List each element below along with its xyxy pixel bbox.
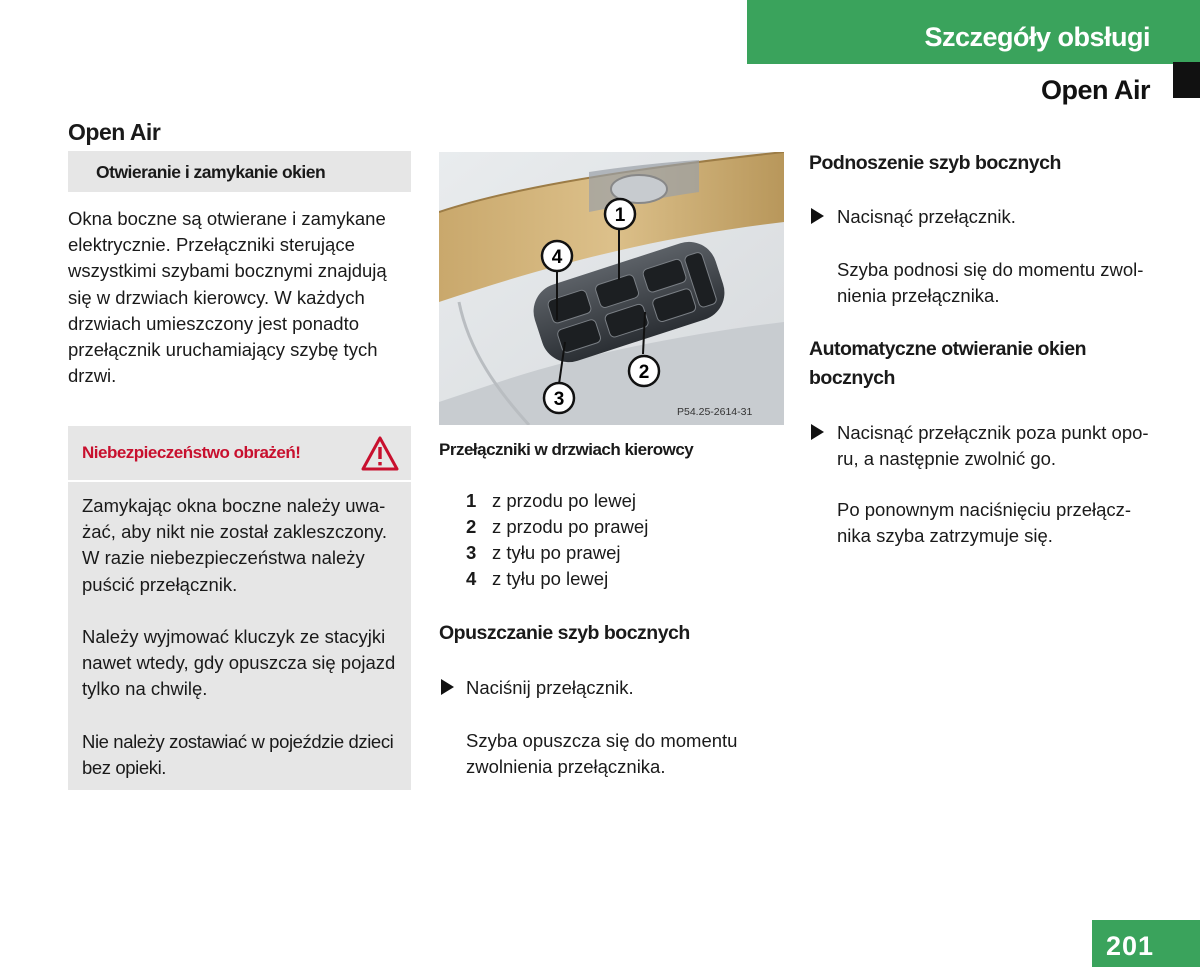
warning-line: żać, aby nikt nie został zakleszczony.	[82, 521, 388, 543]
lowering-note	[466, 728, 737, 780]
legend-item	[466, 490, 636, 512]
note-line: nika szyba zatrzymuje się.	[837, 525, 1053, 547]
chapter-header-bar	[747, 0, 1200, 64]
chapter-title: Szczegóły obsługi	[924, 22, 1150, 52]
warning-line: puścić przełącznik.	[82, 573, 238, 595]
warning-header	[68, 426, 411, 480]
note-line: nienia przełącznika.	[837, 285, 1000, 307]
intro-line: przełącznik uruchamiający szybę tych	[68, 339, 378, 361]
lowering-heading: Opuszczanie szyb bocznych	[439, 622, 690, 644]
figure-caption: Przełączniki w drzwiach kierowcy	[439, 440, 694, 459]
note-line: Po ponownym naciśnięciu przełącz-	[837, 499, 1132, 520]
door-switch-photo	[439, 152, 784, 425]
lowering-step: Naciśnij przełącznik.	[466, 677, 634, 698]
auto-step	[837, 420, 1149, 472]
step-line: ru, a następnie zwolnić go.	[837, 448, 1057, 470]
subheading: Otwieranie i zamykanie okien	[96, 162, 326, 182]
auto-note	[837, 497, 1131, 549]
bullet-arrow-icon	[811, 424, 824, 445]
warning-line: bez opieki.	[82, 757, 167, 779]
page-number: 201	[1106, 931, 1155, 961]
warning-title: Niebezpieczeństwo obrażeń!	[82, 443, 301, 462]
raising-heading: Podnoszenie szyb bocznych	[809, 152, 1061, 174]
heading-line: bocznych	[809, 367, 895, 389]
warning-line: W razie niebezpieczeństwa należy	[82, 547, 365, 569]
intro-line: elektrycznie. Przełączniki sterujące	[68, 234, 355, 256]
subheading-box	[68, 151, 411, 192]
warning-line: nawet wtedy, gdy opuszcza się pojazd	[82, 652, 396, 674]
warning-line: Zamykając okna boczne należy uwa-	[82, 495, 386, 516]
warning-line: tylko na chwilę.	[82, 678, 208, 700]
warning-line: Należy wyjmować kluczyk ze stacyjki	[82, 626, 386, 647]
legend-text: z tyłu po prawej	[492, 542, 621, 563]
legend-text: z tyłu po lewej	[492, 568, 609, 589]
legend-text: z przodu po prawej	[492, 516, 649, 537]
intro-line: Okna boczne są otwierane i zamykane	[68, 208, 386, 229]
warning-triangle-icon	[361, 436, 399, 472]
page-title: Open Air	[68, 119, 161, 145]
warning-paragraph	[82, 729, 404, 781]
note-line: zwolnienia przełącznika.	[466, 756, 666, 778]
warning-line: Nie należy zostawiać w pojeździe dzieci	[82, 731, 394, 752]
legend-number: 4	[466, 568, 477, 589]
step-line: Nacisnąć przełącznik poza punkt opo-	[837, 422, 1149, 443]
legend-text: z przodu po lewej	[492, 490, 636, 511]
note-line: Szyba opuszcza się do momentu	[466, 730, 738, 751]
intro-line: wszystkimi szybami bocznymi znajdują	[68, 260, 387, 282]
intro-line: drzwi.	[68, 365, 117, 387]
callout-4: 4	[551, 247, 563, 268]
warning-divider	[68, 480, 411, 482]
legend-item	[466, 516, 648, 538]
warning-paragraph	[82, 624, 404, 703]
bullet-arrow-icon	[441, 679, 454, 700]
section-title-header: Open Air	[1040, 75, 1150, 105]
thumb-tab-marker	[1173, 62, 1200, 98]
legend-number: 2	[466, 516, 477, 537]
warning-paragraph	[82, 493, 404, 598]
raising-step: Nacisnąć przełącznik.	[837, 206, 1016, 227]
figure-code: P54.25-2614-31	[677, 406, 753, 418]
auto-heading	[809, 335, 1086, 393]
legend-item	[466, 542, 621, 564]
intro-paragraph	[68, 206, 411, 389]
page-number-box	[1092, 920, 1200, 967]
legend-number: 1	[466, 490, 477, 511]
legend-number: 3	[466, 542, 477, 563]
legend-item	[466, 568, 608, 590]
intro-line: drzwiach umieszczony jest ponadto	[68, 312, 360, 334]
heading-line: Automatyczne otwieranie okien	[809, 338, 1086, 360]
callout-2: 2	[638, 362, 650, 383]
raising-note	[837, 257, 1143, 309]
callout-1: 1	[614, 205, 626, 226]
bullet-arrow-icon	[811, 208, 824, 229]
intro-line: się w drzwiach kierowcy. W każdych	[68, 286, 365, 308]
callout-3: 3	[553, 389, 565, 410]
note-line: Szyba podnosi się do momentu zwol-	[837, 259, 1144, 280]
